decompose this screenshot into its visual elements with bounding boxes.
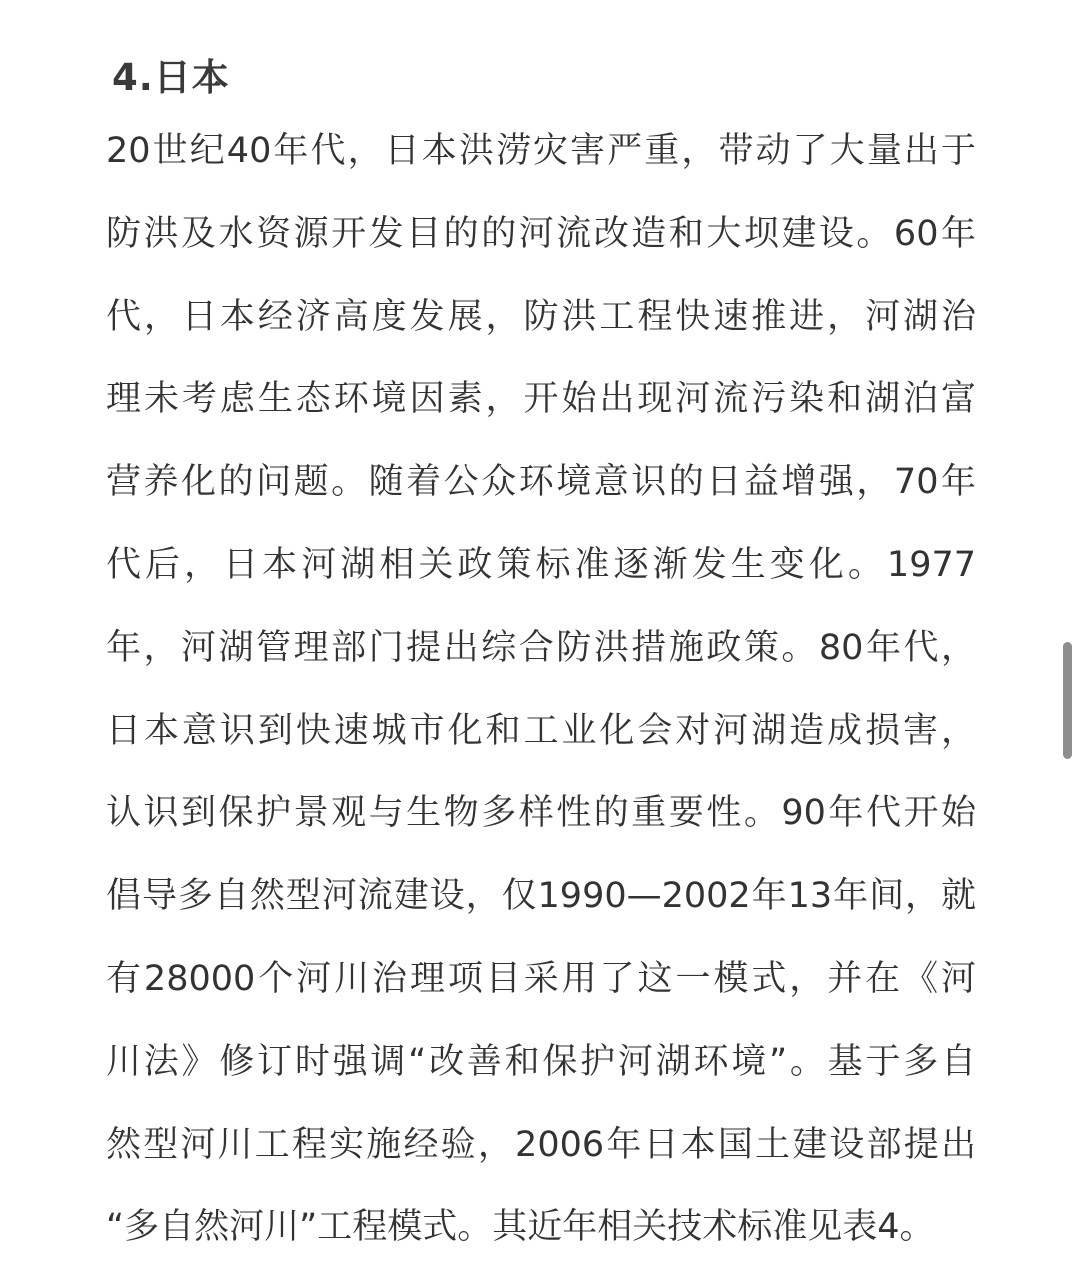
body-line: “多自然河川”工程模式。其近年相关技术标准见表4。	[106, 1207, 935, 1248]
article	[106, 52, 976, 1269]
body-line: 代后，日本河湖相关政策标准逐渐发生变化。1977	[106, 544, 976, 585]
section-heading: 4.日本	[112, 56, 230, 99]
body-line: 营养化的问题。随着公众环境意识的日益增强，70年	[106, 462, 976, 503]
body-line: 有28000个河川治理项目采用了这一模式，并在《河	[106, 958, 976, 999]
body-line: 代，日本经济高度发展，防洪工程快速推进，河湖治	[106, 296, 976, 337]
body-line: 防洪及水资源开发目的的河流改造和大坝建设。60年	[106, 213, 976, 254]
body-line: 日本意识到快速城市化和工业化会对河湖造成损害，	[106, 710, 976, 751]
body-line: 20世纪40年代，日本洪涝灾害严重，带动了大量出于	[106, 131, 976, 171]
article-body	[106, 110, 976, 1269]
body-line: 然型河川工程实施经验，2006年日本国土建设部提出	[106, 1124, 976, 1165]
body-line: 认识到保护景观与生物多样性的重要性。90年代开始	[106, 793, 976, 834]
body-line: 年，河湖管理部门提出综合防洪措施政策。80年代，	[106, 627, 976, 668]
body-line: 倡导多自然型河流建设，仅1990—2002年13年间，就	[106, 876, 976, 917]
scrollbar-thumb[interactable]	[1063, 642, 1072, 759]
body-line: 川法》修订时强调“改善和保护河湖环境”。基于多自	[106, 1041, 976, 1082]
body-line: 理未考虑生态环境因素，开始出现河流污染和湖泊富	[106, 379, 976, 420]
